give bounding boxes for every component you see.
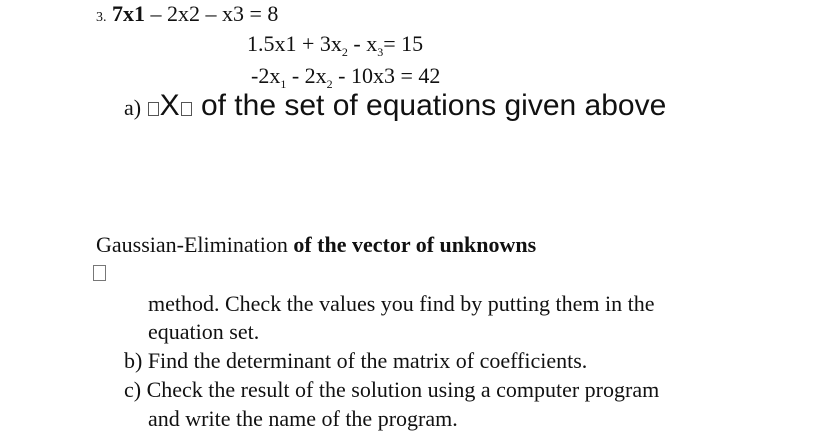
equation-2-part-c: = 15 [383,31,424,56]
part-a-text: of the set of equations given above [192,89,667,122]
continuation-line-1: method. Check the values you find by putting them in the [148,291,655,316]
equation-3-sub-b: 2 [326,77,333,91]
equation-3 [251,63,441,91]
equation-2-sub-a: 2 [341,45,348,59]
part-a-line [124,91,666,121]
equation-2 [247,31,424,59]
equation-1-rest: – 2x2 – x3 = 8 [145,1,279,26]
equation-3-part-c: - 10x3 = 42 [332,63,441,88]
part-b-line: b) Find the determinant of the matrix of coefficients. [124,348,588,373]
equation-3-part-b: - 2x [286,63,327,88]
method-line [96,234,536,256]
continuation-line-2: equation set. [148,319,260,344]
equation-2-sub-b: 3 [377,45,384,59]
method-name: Gaussian-Elimination [96,232,288,257]
problem-number: 3. [96,10,107,25]
missing-glyph-box [148,102,159,116]
equation-3-part-a: -2x [251,63,281,88]
method-bold-text: of the vector of unknowns [287,232,537,257]
equation-2-part-a: 1.5x1 + 3x [247,31,342,56]
missing-glyph-box [93,265,106,281]
equation-1-x1-term: 7x1 [112,1,145,26]
part-c-line-2: and write the name of the program. [148,406,458,431]
part-a-label: a) [124,95,142,120]
missing-glyph-box [181,102,192,116]
part-c-line-1: c) Check the result of the solution using a computer program [124,377,660,402]
equation-3-sub-a: 1 [280,77,287,91]
part-a-mid-letter: X [159,89,180,122]
equation-1 [96,3,278,25]
equation-2-part-b: - x [347,31,378,56]
